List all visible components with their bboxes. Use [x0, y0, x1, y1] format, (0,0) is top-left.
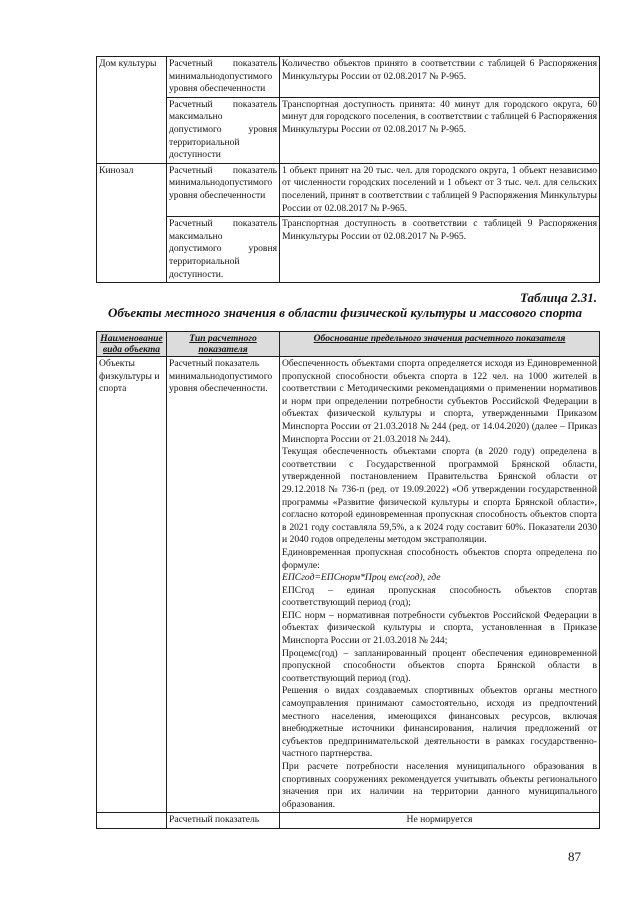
rationale-cell: Транспортная доступность принята: 40 минут для городского округа, 60 минут для городского поселения, в соответствии с таблицей 6 Распоряжения Минкультуры России от 02.08.2017 № Р-965.	[280, 97, 600, 163]
indicator-type-cell: Расчетный показатель	[167, 813, 280, 829]
indicator-type-cell: Расчетный показатель максимально допустимого уровня территориальной доступности.	[167, 217, 280, 283]
indicator-type-cell: Расчетный показатель минимальнодопустимого уровня обеспеченности	[167, 163, 280, 216]
object-name-cell: Дом культуры	[97, 57, 167, 164]
definition: Процемс(год) – запланированный процент обеспечения единовременной пропускной способности объектов спорта Брянской области в соответствующий период (год).	[282, 647, 597, 684]
paragraph: При расчете потребности населения муниципального образования в спортивных сооружениях рекомендуется учитывать объекты регионального значения при их наличии на территории данного муниципального образования.	[282, 761, 597, 810]
rationale-cell	[280, 357, 600, 813]
page-number: 87	[568, 849, 581, 864]
object-name-cell: Кинозал	[97, 163, 167, 282]
table-row	[97, 813, 600, 829]
sport-objects-table	[96, 331, 600, 829]
rationale-cell: Количество объектов принято в соответствии с таблицей 6 Распоряжения Минкультуры России от 02.08.2017 № Р-965.	[280, 57, 600, 98]
formula: ЕПСгод=ЕПСнорм*Проц емс(год), где	[282, 572, 441, 584]
rationale-cell: Не нормируется	[280, 813, 600, 829]
paragraph: Текущая обеспеченность объектами спорта (в 2020 году) определена в соответствии с Государственной программой Брянской области, утвержденной постановлением Правительства Брянской области от 29.12.2018 № 736-п (ред. от 19.09.2022) «Об утверждении государственной программы «Развитие физической культуры и спорта Брянской области», согласно которой единовременная пропускная способность объектов спорта в 2021 году составляла 59,5%, а к 2024 году составит 60%. Показатели 2030 и 2040 годов определены методом экстраполяции.	[282, 446, 597, 546]
paragraph: Единовременная пропускная способность объектов спорта определена по формуле:	[282, 546, 597, 571]
table-row	[97, 357, 600, 813]
column-header: Наименование вида объекта	[97, 332, 167, 357]
indicator-type-cell: Расчетный показатель минимальнодопустимого уровня обеспеченности	[167, 57, 280, 98]
object-name-cell	[97, 813, 167, 829]
indicator-type-cell: Расчетный показатель минимальнодопустимого уровня обеспеченности.	[167, 357, 280, 813]
table-header-row	[97, 332, 600, 357]
column-header: Тип расчетного показателя	[167, 332, 280, 357]
table-title: Объекты местного значения в области физической культуры и массового спорта	[107, 305, 583, 320]
indicator-type-cell: Расчетный показатель максимально допустимого уровня территориальной доступности	[167, 97, 280, 163]
paragraph: Решения о видах создаваемых спортивных объектов органы местного самоуправления принимают самостоятельно, исходя из предпочтений местного населения, имеющихся финансовых ресурсов, включая внебюджетные источники финансирования, наличия предложений от субъектов предпринимательской деятельности в рамках государственно-частного партнерства.	[282, 685, 597, 760]
rationale-cell: Транспортная доступность в соответствии с таблицей 9 Распоряжения Минкультуры России от 02.08.2017 № Р-965.	[280, 217, 600, 283]
definition: ЕПС норм – нормативная потребности субъектов Российской Федерации в объектах физической культуры и спорта, установленная в Приказе Минспорта России от 21.03.2018 № 244;	[282, 609, 597, 647]
culture-objects-table	[96, 56, 600, 283]
paragraph: Обеспеченность объектами спорта определяется исходя из Единовременной пропускной способности объекта спорта в 122 чел. на 1000 жителей в соответствии с Методическими рекомендациями о применении нормативов и норм при определении потребности субъектов Российской Федерации в объектах физической культуры и спорта, утвержденными Приказом Минспорта России от 21.03.2018 № 244 (ред. от 14.04.2020) (далее – Приказ Минспорта России от 21.03.2018 № 244).	[282, 358, 597, 445]
table-row	[97, 163, 600, 216]
object-name-cell: Объекты физкультуры и спорта	[97, 357, 167, 813]
column-header: Обоснование предельного значения расчетного показателя	[280, 332, 600, 357]
table-row	[97, 217, 600, 283]
definition: ЕПСгод – единая пропускная способность объектов спортав соответствующий период (год);	[282, 584, 597, 609]
table-row	[97, 97, 600, 163]
rationale-cell: 1 объект принят на 20 тыс. чел. для городского округа, 1 объект независимо от численности городских поселений и 1 объект от 3 тыс. чел. для сельских поселений, принят в соответствии с таблицей 9 Распоряжения Минкультуры России от 02.08.2017 № Р-965.	[280, 163, 600, 216]
table-number: Таблица 2.31.	[519, 290, 597, 305]
table-row	[97, 57, 600, 98]
